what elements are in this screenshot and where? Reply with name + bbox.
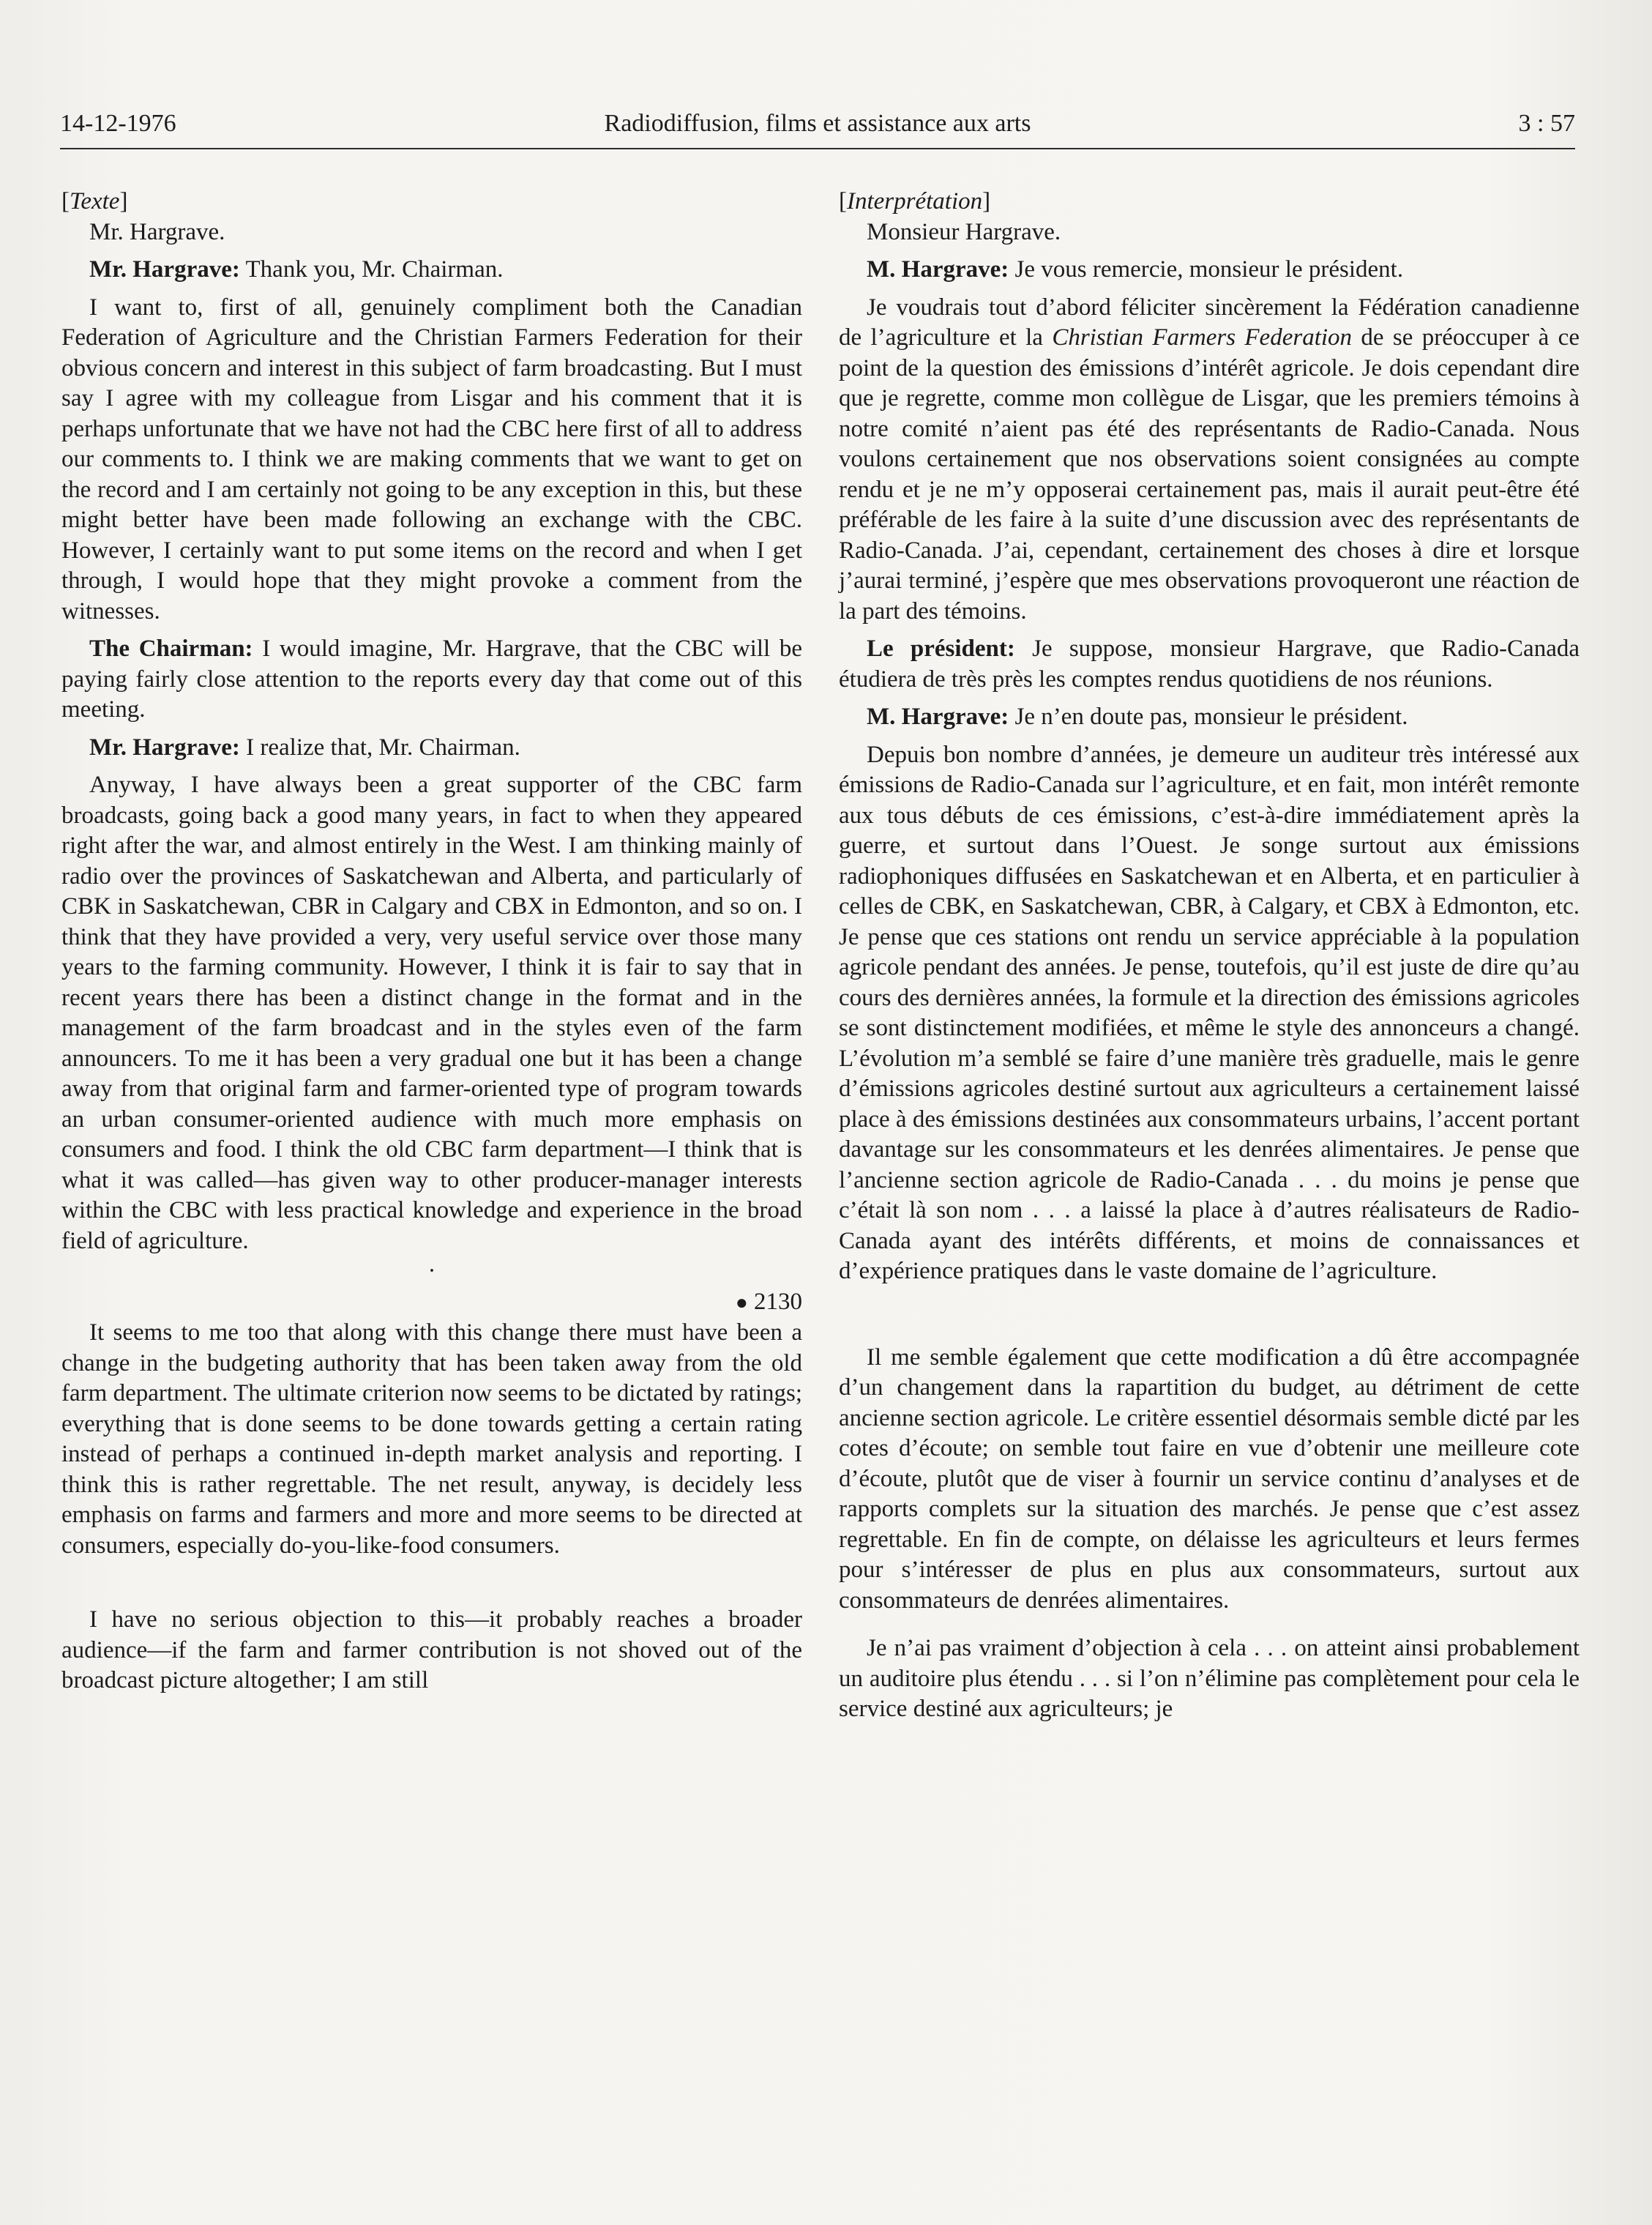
speaker-name: Le président: (867, 636, 1015, 662)
running-header (60, 110, 1575, 149)
paragraph: Anyway, I have always been a great supporter of the CBC farm broadcasts, going back a good many years, in fact to when they appeared right after the war, and almost entirely in the West. I am thinking mainly of radio over the provinces of Saskatchewan and Alberta, and particularly of CBK in Saskatchewan, CBR in Calgary and CBX in Edmonton, and so on. I think that they have provided a very, very useful service over those many years to the farming community. However, I think it is fair to say that in recent years there has been a distinct change in the format and in the management of the farm broadcast and in the styles even of the farm announcers. To me it has been a very gradual one but it has been a change away from that original farm and farmer-oriented type of program towards an urban consumer-oriented audience with much more emphasis on consumers and food. I think the old CBC farm department—I think that is what it was called—has given way to other producer-manager interests within the CBC with less practical knowledge and experience in the broad field of agriculture. (61, 772, 802, 1254)
paragraph: I want to, first of all, genuinely compliment both the Canadian Federation of Agriculture and the Christian Farmers Federation for their obvious concern and interest in this subject of farm broadcasting. But I must say I agree with my colleague from Lisgar and his comment that it is perhaps unfortunate that we have not had the CBC here first of all to address our comments to. I think we are making comments that we want to get on the record and I am certainly not going to be any exception in this, but these might better have been made following an exchange with the CBC. However, I certainly want to put some items on the record and when I get through, I would hope that they might provoke a comment from the witnesses. (61, 294, 802, 625)
header-title: Radiodiffusion, films et assistance aux arts (604, 110, 1031, 137)
paragraph: Il me semble également que cette modification a dû être accompagnée d’un changement dans la rapartition du budget, au détriment de cette ancienne section agricole. Le critère essentiel désormais semble dicté par les cotes d’écoute; on semble tout faire en vue d’obtenir une meilleure cote d’écoute, plutôt que de viser à fournir un service continu d’analyses et de rapports complets sur la situation des marchés. Je pense que c’est assez regrettable. En fin de compte, on délaisse les agriculteurs et leurs fermes pour s’intéresser de plus en plus aux consommateurs, surtout aux consommateurs de denrées alimentaires. (839, 1343, 1580, 1614)
separator-dot: · (427, 1258, 436, 1284)
paragraph: The Chairman: I would imagine, Mr. Hargrave, that the CBC will be paying fairly close attention to the reports every day that come out of this meeting. (61, 636, 802, 723)
section-tag-french: [Interprétation] (839, 188, 991, 215)
paragraph: Je voudrais tout d’abord féliciter sincèrement la Fédération canadienne de l’agriculture et la Christian Farmers Federation de se préoccuper à ce point de la question des émissions d’intérêt agricole. Je dois cependant dire que je regrette, comme mon collègue de Lisgar, que les premiers témoins à notre comité n’aient pas été des représentants de Radio-Canada. Nous voulons certainement que nos observations soient consignées au compte rendu et je ne m’y opposerai certainement pas, mais il aurait peut-être été préférable de les faire à la suite d’une discussion avec des représentants de Radio-Canada. J’ai, cependant, certainement des choses à dire et lorsque j’aurai terminé, j’espère que mes observations provoqueront une réaction de la part des témoins. (839, 294, 1580, 625)
paragraph: Je n’ai pas vraiment d’objection à cela . . . on atteint ainsi probablement un auditoire plus étendu . . . si l’on n’élimine pas complètement pour cela le service destiné aux agriculteurs; je (839, 1635, 1580, 1722)
speaker-name: Mr. Hargrave: (89, 734, 240, 761)
paragraph: Le président: Je suppose, monsieur Hargrave, que Radio-Canada étudiera de très près les comptes rendus quotidiens de nos réunions. (839, 636, 1580, 693)
paragraph: It seems to me too that along with this change there must have been a change in the budgeting authority that has been taken away from the old farm department. The ultimate criterion now seems to be dictated by ratings; everything that is done seems to be done towards getting a certain rating instead of perhaps a continued in-depth market analysis and reporting. I think this is rather regrettable. The net result, anyway, is decidely less emphasis on farms and farmers and more and more seems to be directed at consumers, especially do-you-like-food consumers. (61, 1319, 802, 1559)
section-tag-english: [Texte] (61, 188, 128, 215)
french-column (839, 187, 1580, 1725)
paragraph: Depuis bon nombre d’années, je demeure un auditeur très intéressé aux émissions de Radio-Canada sur l’agriculture, et en fait, mon intérêt remonte aux tous débuts de ces émissions, c’est-à-dire immédiatement après la guerre, et surtout dans l’Ouest. Je songe surtout aux émissions radiophoniques diffusées en Saskatchewan et en Alberta, et en particulier à celles de CBK, en Saskatchewan, CBR, à Calgary, et CBX à Edmonton, etc. Je pense que ces stations ont rendu un service appréciable à la population agricole pendant des années. Je pense, toutefois, qu’il est juste de dire qu’au cours des dernières années, la formule et la direction des émissions agricoles se sont distinctement modifiées, et même le style des annonceurs a changé. L’évolution m’a semblé se faire d’une manière très graduelle, mais le genre d’émissions agricoles destiné surtout aux agriculteurs a certainement laissé place à des émissions destinées aux consommateurs urbains, l’accent portant davantage sur les consommateurs et les denrées alimentaires. Je pense que l’ancienne section agricole de Radio-Canada . . . du moins je pense que c’était là son nom . . . a laissé la place à d’autres réalisateurs de Radio-Canada ayant des intérêts différents, et moins de connaissances et d’expérience pratiques dans le vaste domaine de l’agriculture. (839, 741, 1580, 1284)
english-column (61, 187, 802, 1696)
header-date: 14-12-1976 (60, 110, 176, 137)
speaker-name: The Chairman: (89, 636, 253, 662)
header-page-number: 3 : 57 (1518, 110, 1575, 137)
paragraph: Mr. Hargrave. (89, 218, 225, 245)
speaker-name: M. Hargrave: (867, 256, 1009, 283)
paragraph: M. Hargrave: Je n’en doute pas, monsieur le président. (867, 704, 1408, 730)
paragraph: Mr. Hargrave: I realize that, Mr. Chairman. (89, 734, 520, 761)
paragraph: M. Hargrave: Je vous remercie, monsieur le président. (867, 256, 1404, 283)
paragraph: Mr. Hargrave: Thank you, Mr. Chairman. (89, 256, 504, 283)
speaker-name: Mr. Hargrave: (89, 256, 240, 283)
speaker-name: M. Hargrave: (867, 704, 1009, 730)
time-marker: ● 2130 (735, 1288, 802, 1315)
paragraph: I have no serious objection to this—it probably reaches a broader audience—if the farm and farmer contribution is not shoved out of the broadcast picture altogether; I am still (61, 1606, 802, 1693)
paragraph: Monsieur Hargrave. (867, 218, 1061, 245)
